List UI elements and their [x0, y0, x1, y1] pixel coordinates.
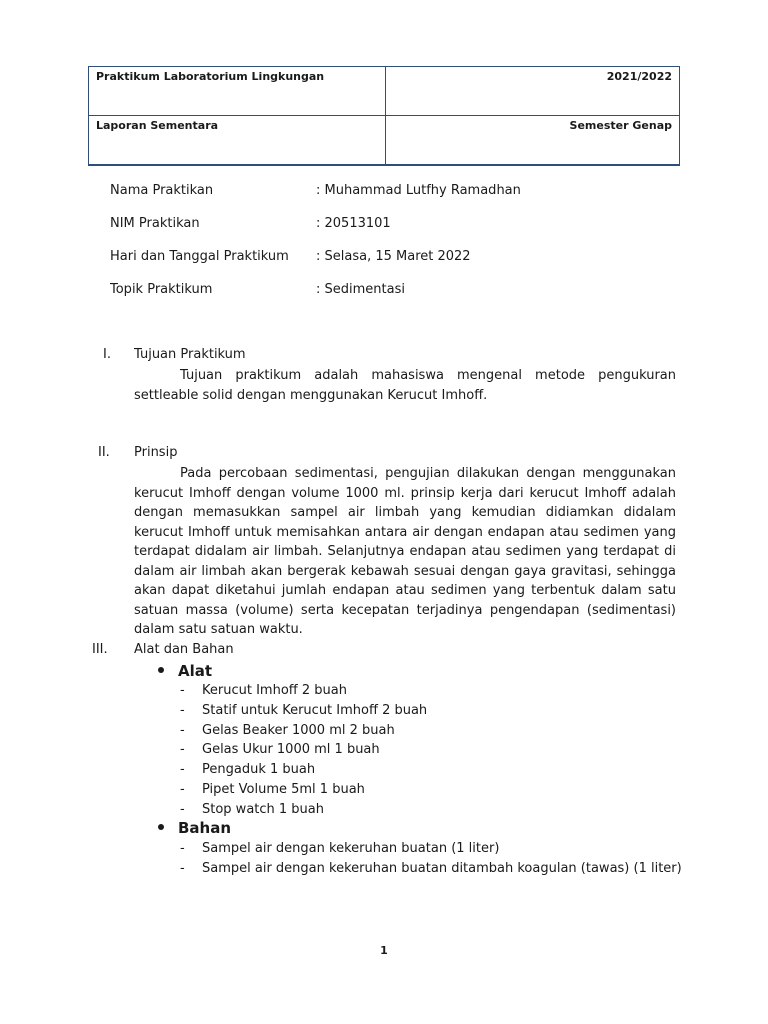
header-table	[88, 66, 680, 166]
alat-heading	[158, 662, 212, 680]
bahan-list	[180, 839, 682, 879]
info-value: : Muhammad Lutfhy Ramadhan	[316, 183, 521, 198]
dash-icon: -	[180, 702, 185, 718]
list-item	[180, 721, 427, 741]
section-number: III.	[92, 642, 108, 657]
report-type: Laporan Sementara	[89, 116, 386, 166]
paragraph-text: Pada percobaan sedimentasi, pengujian dilakukan dengan menggunakan kerucut Imhoff dengan volume 1000 ml. prinsip kerja dari kerucut Imhoff adalah dengan memasukkan sampel air limbah yang kemudian didiamkan didalam kerucut Imhoff untuk memisahkan antara air dengan endapan atau sedimen yang terdapat didalam air limbah. Selanjutnya endapan atau sedimen yang terdapat di dalam air limbah akan bergerak kebawah sesuai dengan gaya gravitasi, sehingga akan dapat diketahui jumlah endapan atau sedimen yang terbentuk dalam satu satuan massa (volume) serta kecepatan terjadinya pengendapan (sedimentasi) dalam satu satuan waktu.	[134, 466, 676, 637]
info-value: : Sedimentasi	[316, 282, 405, 297]
academic-year: 2021/2022	[386, 67, 680, 116]
list-item	[180, 800, 427, 820]
bullet-icon	[158, 667, 164, 673]
info-value: : 20513101	[316, 216, 391, 231]
list-item	[180, 859, 682, 879]
course-title: Praktikum Laboratorium Lingkungan	[89, 67, 386, 116]
paragraph-text: Tujuan praktikum adalah mahasiswa mengenal metode pengukuran settleable solid dengan menggunakan Kerucut Imhoff.	[134, 368, 676, 403]
bahan-heading-text: Bahan	[178, 819, 232, 837]
alat-heading-text: Alat	[178, 662, 213, 680]
info-label: NIM Praktikan	[110, 216, 200, 231]
list-item	[180, 681, 427, 701]
section-number: I.	[103, 347, 111, 362]
section-paragraph	[134, 464, 676, 640]
list-item	[180, 701, 427, 721]
info-label: Topik Praktikum	[110, 282, 213, 297]
list-item-text: Statif untuk Kerucut Imhoff 2 buah	[202, 702, 428, 718]
list-item-text: Gelas Beaker 1000 ml 2 buah	[202, 722, 395, 738]
section-number: II.	[98, 445, 110, 460]
bullet-icon	[158, 824, 164, 830]
list-item-text: Kerucut Imhoff 2 buah	[202, 683, 347, 698]
section-title: Tujuan Praktikum	[134, 347, 246, 362]
list-item	[180, 839, 682, 859]
alat-list	[180, 681, 427, 820]
list-item	[180, 760, 427, 780]
dash-icon: -	[180, 781, 185, 797]
dash-icon: -	[180, 801, 185, 817]
info-value: : Selasa, 15 Maret 2022	[316, 249, 471, 264]
dash-icon: -	[180, 722, 185, 738]
list-item-text: Gelas Ukur 1000 ml 1 buah	[202, 742, 380, 758]
dash-icon: -	[180, 742, 185, 758]
section-title: Prinsip	[134, 445, 178, 460]
dash-icon: -	[180, 860, 185, 876]
list-item-text: Sampel air dengan kekeruhan buatan ditambah koagulan (tawas) (1 liter)	[202, 860, 682, 876]
list-item-text: Pipet Volume 5ml 1 buah	[202, 781, 365, 797]
bahan-heading	[158, 819, 231, 837]
list-item-text: Stop watch 1 buah	[202, 801, 325, 817]
dash-icon: -	[180, 841, 185, 856]
page-number: 1	[380, 944, 388, 957]
list-item-text: Sampel air dengan kekeruhan buatan (1 liter)	[202, 841, 500, 856]
dash-icon: -	[180, 762, 185, 778]
info-label: Nama Praktikan	[110, 183, 214, 198]
section-paragraph	[134, 366, 676, 405]
info-label: Hari dan Tanggal Praktikum	[110, 249, 289, 264]
section-title: Alat dan Bahan	[134, 642, 234, 657]
list-item	[180, 780, 427, 800]
list-item	[180, 740, 427, 760]
list-item-text: Pengaduk 1 buah	[202, 762, 316, 778]
semester: Semester Genap	[386, 116, 680, 166]
dash-icon: -	[180, 683, 185, 698]
